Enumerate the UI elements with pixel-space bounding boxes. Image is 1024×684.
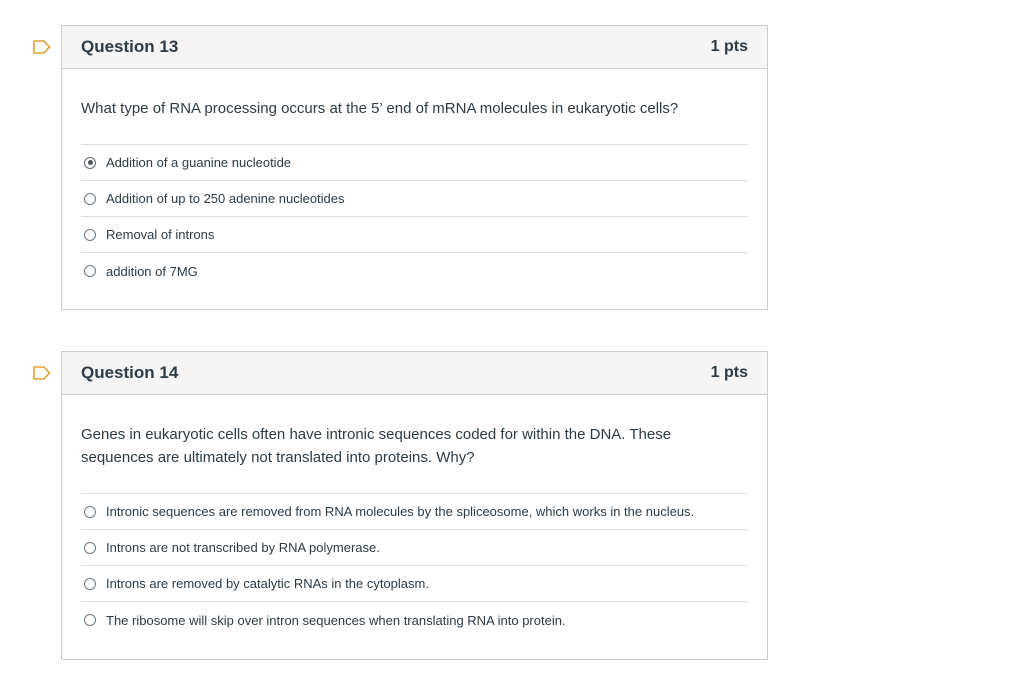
answer-option[interactable] bbox=[81, 494, 748, 530]
question-text: What type of RNA processing occurs at the 5’ end of mRNA molecules in eukaryotic cells? bbox=[81, 100, 679, 117]
radio-button-selected[interactable] bbox=[84, 157, 96, 169]
answer-label: Removal of introns bbox=[106, 227, 215, 242]
question-body bbox=[62, 395, 767, 638]
answer-label: Intronic sequences are removed from RNA molecules by the spliceosome, which works in the nucleus. bbox=[106, 504, 695, 519]
question-title: Question 13 bbox=[81, 37, 179, 56]
flag-question-icon[interactable] bbox=[33, 366, 51, 380]
answer-list bbox=[81, 493, 748, 638]
answer-option[interactable] bbox=[81, 566, 748, 602]
answer-label: Addition of up to 250 adenine nucleotides bbox=[106, 191, 345, 206]
answer-option[interactable] bbox=[81, 181, 748, 217]
answer-label: addition of 7MG bbox=[106, 263, 198, 279]
question-body bbox=[62, 69, 767, 289]
answer-option[interactable] bbox=[81, 145, 748, 181]
answer-option[interactable] bbox=[81, 253, 748, 289]
answer-label: Addition of a guanine nucleotide bbox=[106, 155, 292, 170]
radio-button[interactable] bbox=[84, 578, 96, 590]
answer-option[interactable] bbox=[81, 530, 748, 566]
radio-button[interactable] bbox=[84, 193, 96, 205]
radio-button[interactable] bbox=[84, 614, 96, 626]
question-card-14 bbox=[61, 351, 768, 660]
answer-label: Introns are removed by catalytic RNAs in the cytoplasm. bbox=[106, 576, 429, 591]
question-header bbox=[62, 352, 767, 395]
answer-option[interactable] bbox=[81, 217, 748, 253]
radio-button[interactable] bbox=[84, 542, 96, 554]
answer-label: The ribosome will skip over intron sequences when translating RNA into protein. bbox=[106, 612, 566, 628]
radio-button[interactable] bbox=[84, 506, 96, 518]
answer-option[interactable] bbox=[81, 602, 748, 638]
question-title: Question 14 bbox=[81, 363, 179, 382]
answer-label: Introns are not transcribed by RNA polymerase. bbox=[106, 540, 380, 555]
question-text: Genes in eukaryotic cells often have intronic sequences coded for within the DNA. These sequences are ultimately not translated into proteins. Why? bbox=[81, 426, 672, 466]
question-points: 1 pts bbox=[710, 364, 748, 381]
radio-button[interactable] bbox=[84, 265, 96, 277]
question-points: 1 pts bbox=[710, 38, 748, 55]
answer-list bbox=[81, 144, 748, 289]
question-header bbox=[62, 26, 767, 69]
question-card-13 bbox=[61, 25, 768, 310]
flag-question-icon[interactable] bbox=[33, 40, 51, 54]
radio-button[interactable] bbox=[84, 229, 96, 241]
